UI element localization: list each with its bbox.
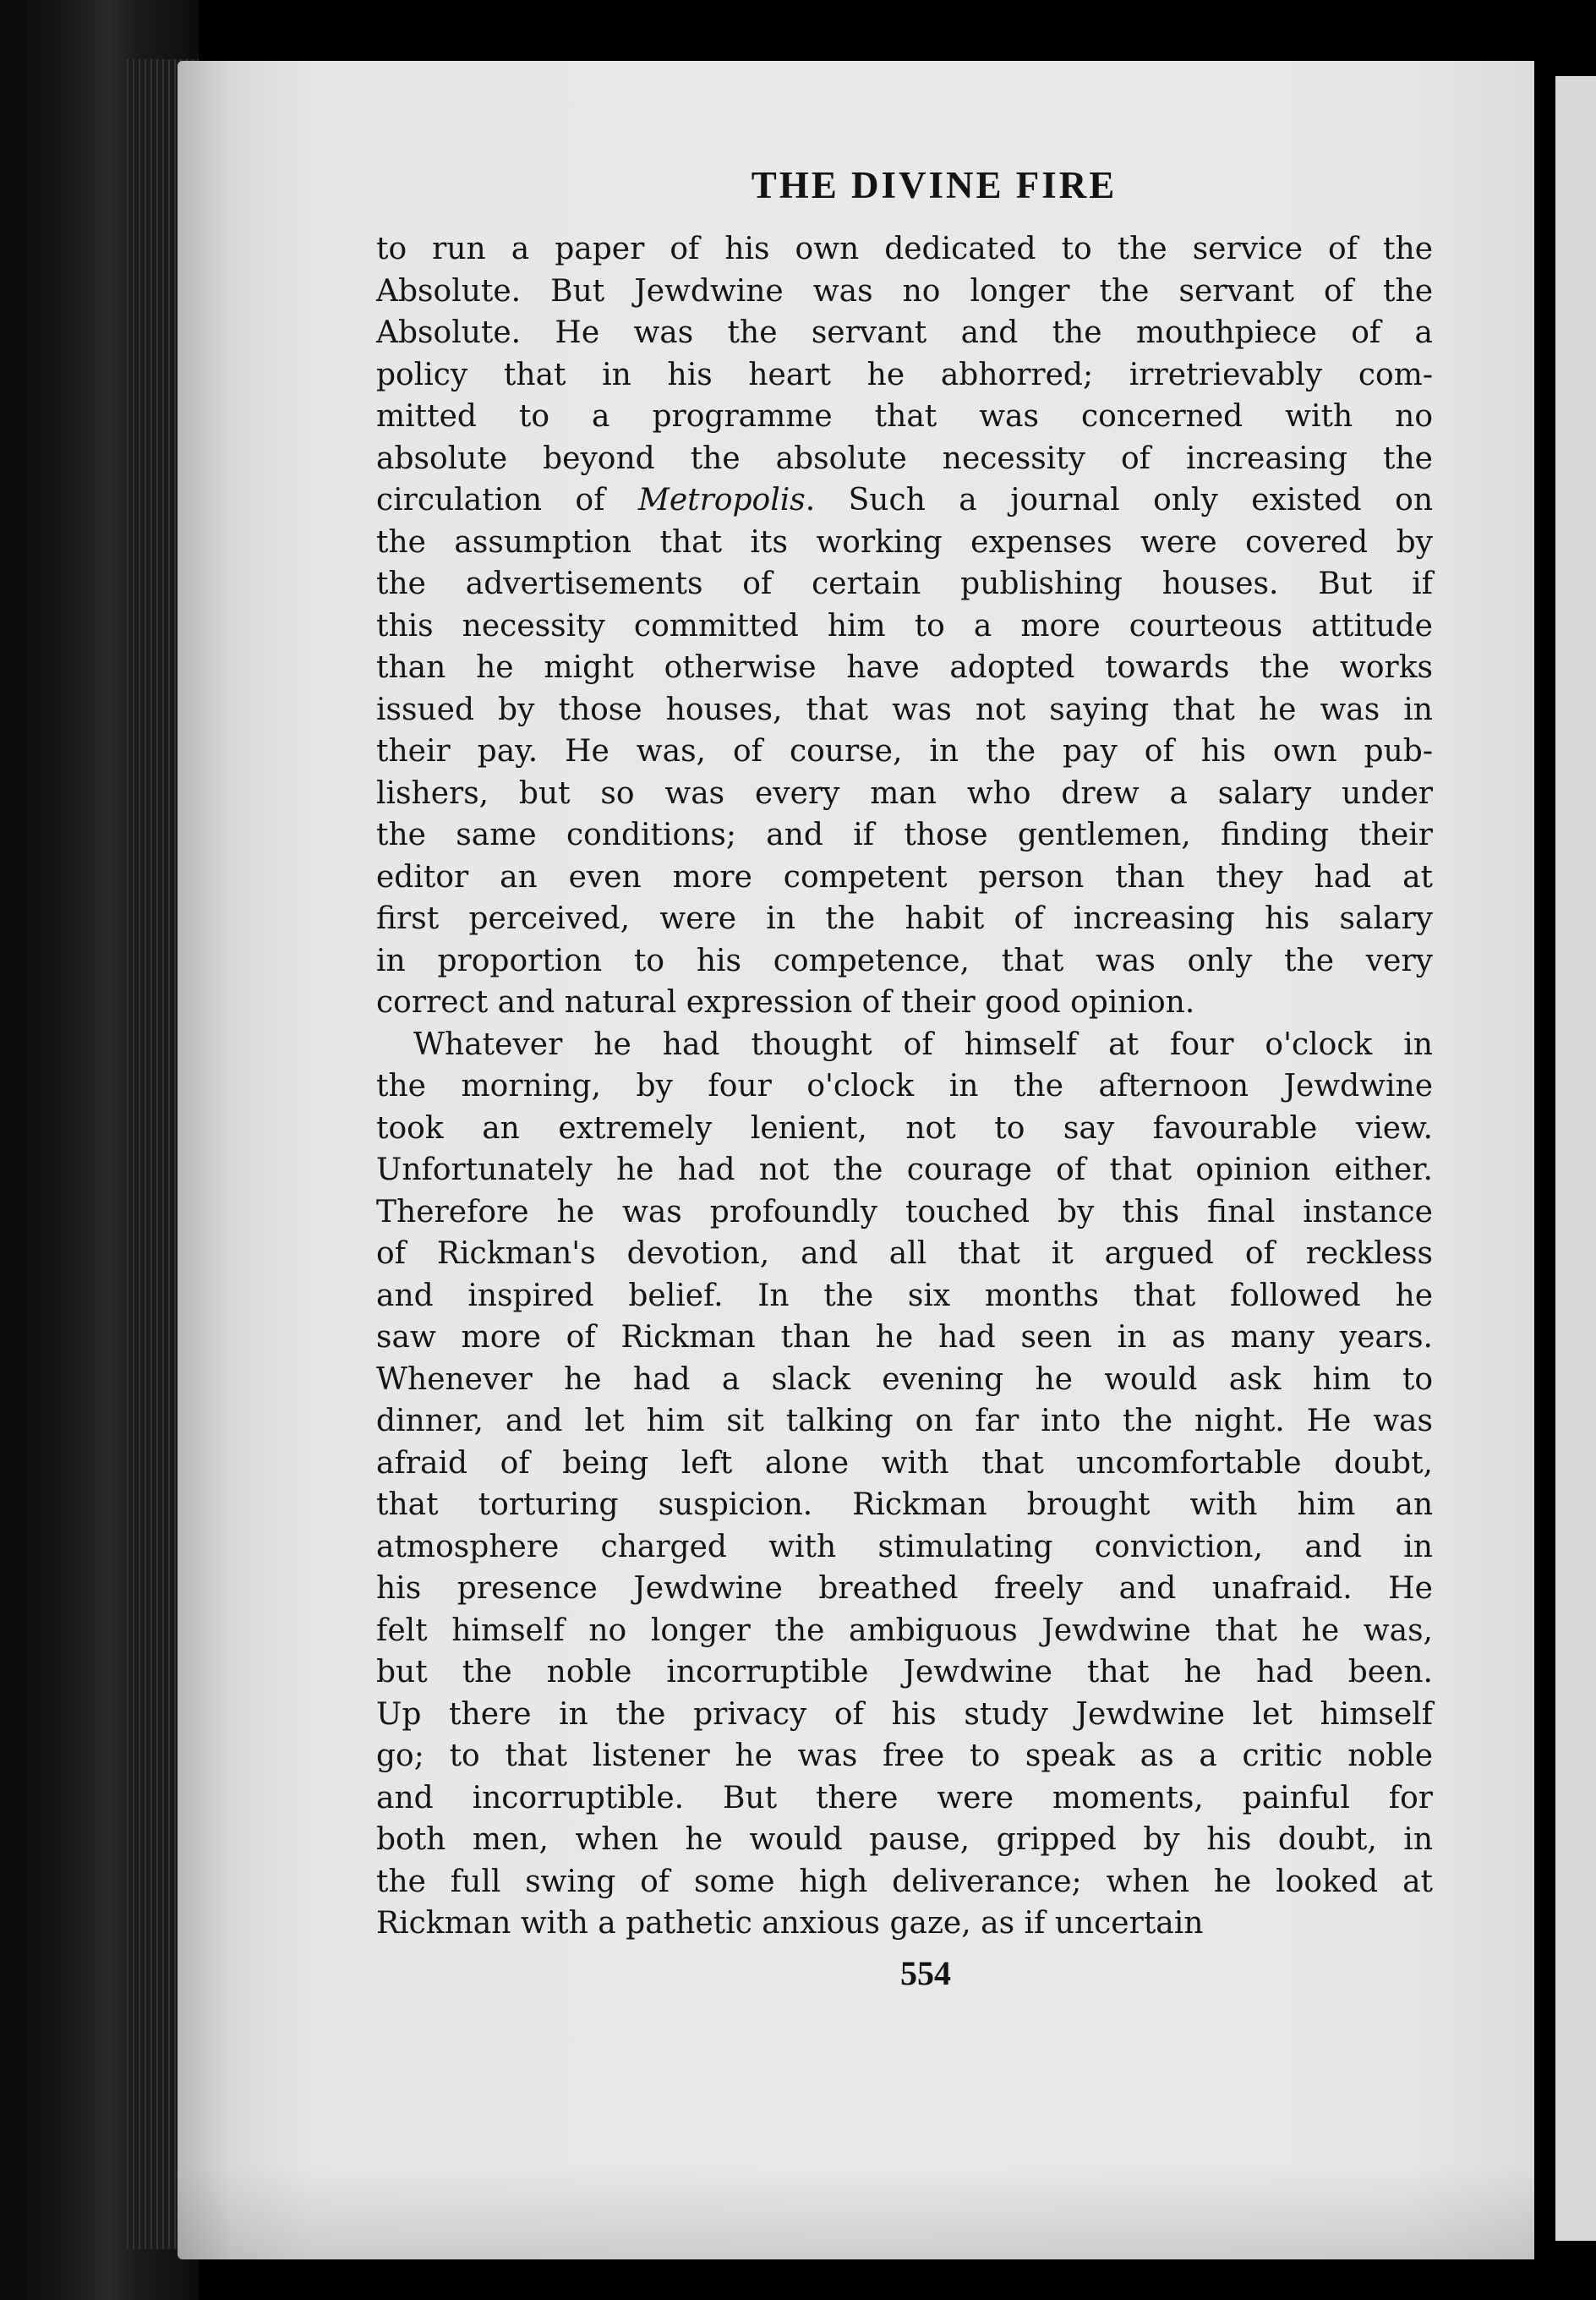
text-line: Whatever he had thought of himself at four o'clock in [413,1027,1433,1062]
text-line: Therefore he was profoundly touched by this final instance [376,1194,1433,1229]
text-line: editor an even more competent person than they had at [376,859,1433,895]
text-line: took an extremely lenient, not to say favourable view. [376,1110,1433,1146]
text-line: the same conditions; and if those gentlemen, finding their [376,818,1433,852]
text-line: in proportion to his competence, that was only the very [376,943,1433,978]
text-line: Absolute. But Jewdwine was no longer the servant of the [376,273,1433,309]
text-line: the advertisements of certain publishing houses. But if [376,567,1433,601]
text-line: the assumption that its working expenses were covered by [376,524,1433,560]
text-line: Up there in the privacy of his study Jewdwine let himself [376,1696,1433,1732]
paragraph [376,228,1433,1024]
text-line: this necessity committed him to a more courteous attitude [376,608,1433,643]
text-line: and inspired belief. In the six months that followed he [376,1278,1433,1313]
text-line: both men, when he would pause, gripped by his doubt, in [376,1822,1433,1857]
facing-page-edge [1555,76,1596,2241]
page-bottom-shadow [178,2165,1534,2259]
text-line: that torturing suspicion. Rickman brought with him an [376,1487,1433,1522]
text-line: afraid of being left alone with that uncomfortable doubt, [376,1445,1433,1481]
text-line: lishers, but so was every man who drew a salary under [376,775,1433,811]
text-line: mitted to a programme that was concerned with no [376,399,1433,434]
text-line: absolute beyond the absolute necessity of increasing the [376,441,1433,476]
text-line: issued by those houses, that was not saying that he was in [376,692,1433,727]
paragraph [376,1024,1433,1945]
page-number: 554 [900,1953,951,1992]
body-text [376,228,1433,1945]
text-line: and incorruptible. But there were moments, painful for [376,1780,1433,1815]
text-line: Rickman with a pathetic anxious gaze, as if uncertain [376,1906,1204,1941]
text-line: Whenever he had a slack evening he would ask him to [376,1361,1433,1397]
text-line: their pay. He was, of course, in the pay of his own pub- [376,734,1433,769]
page-content [376,161,1433,1993]
text-line: go; to that listener he was free to speak as a critic noble [376,1739,1433,1773]
italic-title: Metropolis [637,483,806,518]
text-line: circulation of Metropolis. Such a journal only existed on [376,483,1433,518]
text-line: the morning, by four o'clock in the afternoon Jewdwine [376,1069,1433,1103]
running-head: THE DIVINE FIRE [751,164,1118,206]
text-line: the full swing of some high deliverance; when he looked at [376,1864,1433,1899]
text-line: policy that in his heart he abhorred; irretrievably com- [376,357,1433,392]
text-line: Unfortunately he had not the courage of that opinion either. [376,1153,1433,1187]
text-line: correct and natural expression of their good opinion. [376,985,1195,1020]
text-line: but the noble incorruptible Jewdwine that he had been. [376,1655,1433,1689]
text-line: than he might otherwise have adopted towards the works [376,650,1433,685]
text-line: dinner, and let him sit talking on far into the night. He was [376,1404,1433,1438]
text-line: Absolute. He was the servant and the mouthpiece of a [376,315,1433,350]
text-line: to run a paper of his own dedicated to the service of the [376,232,1433,266]
text-line: his presence Jewdwine breathed freely and unafraid. He [376,1571,1433,1606]
text-line: atmosphere charged with stimulating conviction, and in [376,1529,1433,1564]
text-line: felt himself no longer the ambiguous Jewdwine that he was, [376,1613,1433,1648]
text-line: of Rickman's devotion, and all that it argued of reckless [376,1236,1433,1271]
text-line: first perceived, were in the habit of increasing his salary [376,901,1433,936]
text-line: saw more of Rickman than he had seen in as many years. [376,1320,1433,1355]
